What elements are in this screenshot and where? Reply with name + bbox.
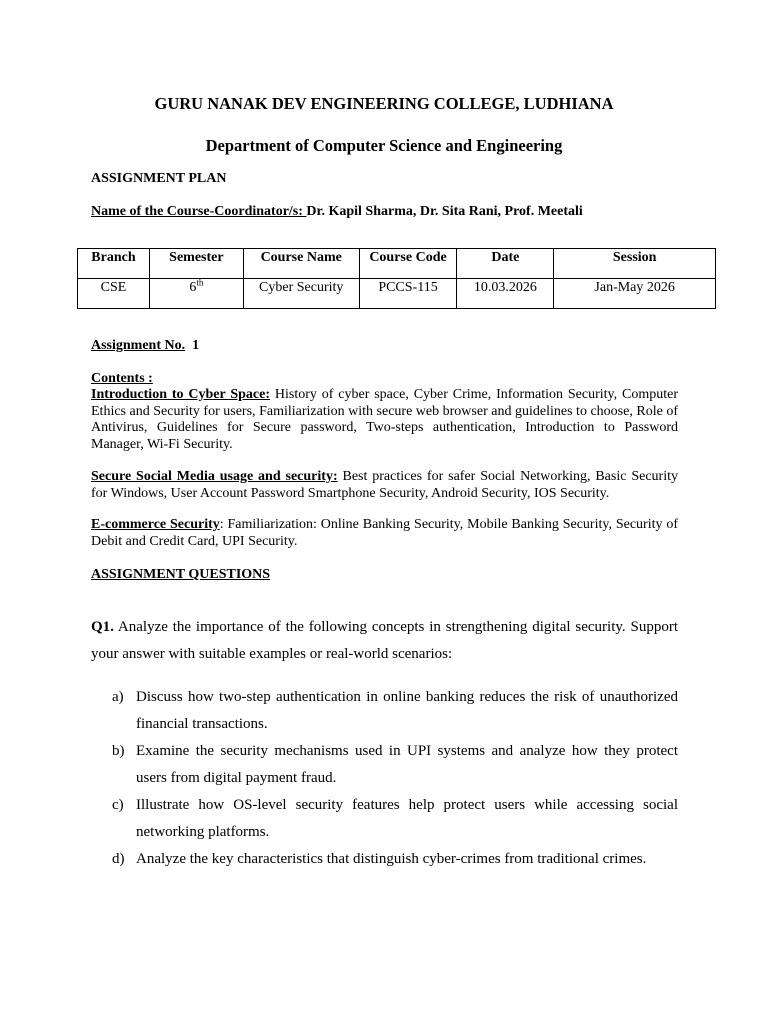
- semester-value: 6: [189, 280, 197, 295]
- section-text: History of cyber space, Cyber Crime, Information Security, Computer Ethics and Security for users, Familiarization with secure web browser and guidelines to choose, Role of Antivirus, Guidelines for Secure password, Two-steps authentication, Introduction to Password Manager, Wi-Fi Security.: [91, 387, 678, 452]
- header-course-name: Course Name: [243, 249, 359, 279]
- item-marker: d): [112, 851, 125, 867]
- header-semester: Semester: [149, 249, 243, 279]
- semester-suffix: th: [196, 277, 204, 288]
- question-number: Q1.: [91, 619, 114, 635]
- course-info-table: [77, 248, 716, 309]
- list-item: [91, 846, 678, 873]
- content-section-cyber-space: [91, 387, 678, 453]
- content-section-social-media: [91, 469, 678, 502]
- course-coordinators: [91, 204, 583, 220]
- section-text: Best practices for safer Social Networking, Basic Security for Windows, User Account Password Smartphone Security, Android Security, IOS Security.: [91, 469, 678, 501]
- item-marker: a): [112, 689, 124, 705]
- cell-semester: [149, 279, 243, 309]
- header-date: Date: [457, 249, 554, 279]
- cell-session: Jan-May 2026: [554, 279, 716, 309]
- assignment-number: [91, 338, 199, 354]
- department-title: Department of Computer Science and Engineering: [205, 136, 563, 155]
- table-header-row: [78, 249, 716, 279]
- contents-label: Contents :: [91, 371, 153, 386]
- item-text: Analyze the key characteristics that distinguish cyber-crimes from traditional crimes.: [136, 851, 647, 867]
- question-1-parts: [91, 684, 678, 873]
- item-marker: c): [112, 797, 124, 813]
- cell-date: 10.03.2026: [457, 279, 554, 309]
- header-course-code: Course Code: [359, 249, 457, 279]
- header-branch: Branch: [78, 249, 150, 279]
- item-marker: b): [112, 743, 125, 759]
- section-text: : Familiarization: Online Banking Security, Mobile Banking Security, Security of Debit and Credit Card, UPI Security.: [91, 517, 678, 549]
- section-heading: Secure Social Media usage and security:: [91, 469, 338, 484]
- list-item: [91, 684, 678, 738]
- coordinator-label: Name of the Course-Coordinator/s:: [91, 204, 307, 219]
- section-heading: Introduction to Cyber Space:: [91, 387, 270, 402]
- section-heading: E-commerce Security: [91, 517, 220, 532]
- item-text: Examine the security mechanisms used in UPI systems and analyze how they protect users from digital payment fraud.: [136, 743, 678, 786]
- table-row: [78, 279, 716, 309]
- cell-course-name: Cyber Security: [243, 279, 359, 309]
- question-text: Analyze the importance of the following concepts in strengthening digital security. Support your answer with suitable examples or real-world scenarios:: [91, 619, 678, 662]
- item-text: Discuss how two-step authentication in online banking reduces the risk of unauthorized financial transactions.: [136, 689, 678, 732]
- header-session: Session: [554, 249, 716, 279]
- assignment-number-value: 1: [192, 338, 200, 353]
- question-1: [91, 614, 678, 668]
- list-item: [91, 792, 678, 846]
- assignment-plan-title: ASSIGNMENT PLAN: [91, 171, 227, 186]
- assignment-questions-title: ASSIGNMENT QUESTIONS: [91, 567, 271, 582]
- item-text: Illustrate how OS-level security features help protect users while accessing social networking platforms.: [136, 797, 678, 840]
- cell-course-code: PCCS-115: [359, 279, 457, 309]
- college-title: GURU NANAK DEV ENGINEERING COLLEGE, LUDHIANA: [154, 94, 614, 113]
- content-section-ecommerce: [91, 517, 678, 550]
- list-item: [91, 738, 678, 792]
- assignment-number-label: Assignment No.: [91, 338, 186, 353]
- cell-branch: CSE: [78, 279, 150, 309]
- coordinator-names: Dr. Kapil Sharma, Dr. Sita Rani, Prof. Meetali: [306, 204, 583, 219]
